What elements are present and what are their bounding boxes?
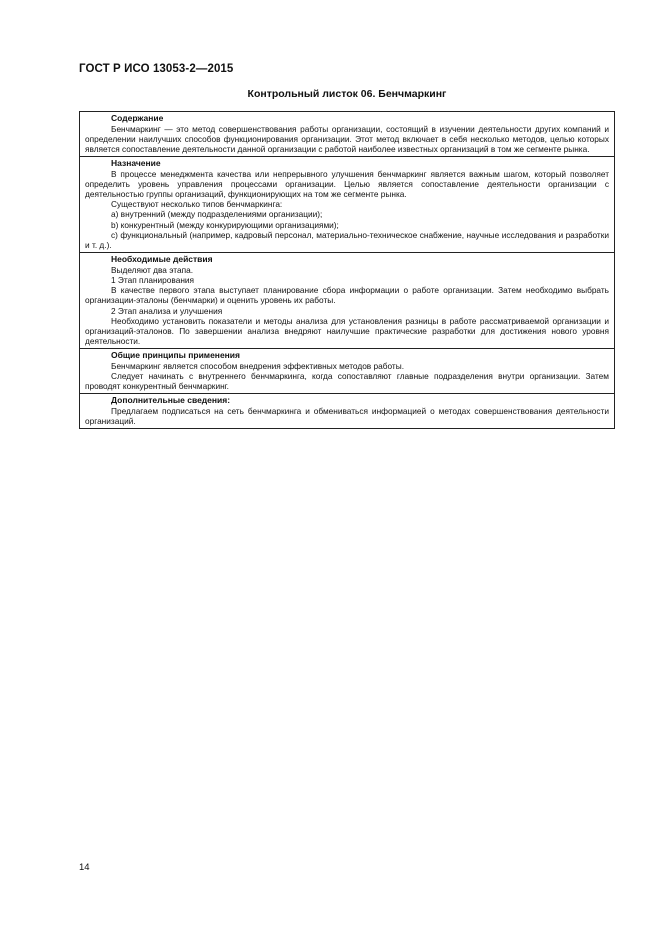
checklist-title: Контрольный листок 06. Бенчмаркинг (247, 88, 447, 100)
page-number: 14 (79, 862, 90, 873)
paragraph: Выделяют два этапа. (111, 264, 194, 275)
checklist-table (79, 111, 615, 429)
step-heading: 1 Этап планирования (111, 274, 195, 285)
paragraph: Существуют несколько типов бенчмаркинга: (111, 199, 283, 210)
section-title: Необходимые действия (111, 254, 213, 265)
section-required-actions (80, 252, 614, 348)
paragraph: Бенчмаркинг — это метод совершенствования работы организации, состоящий в изучении деятельности других компаний и определении наилучших способов функционирования организации. Этот метод включает в себя несколько методов, целью которых является сопоставление деятельности данной организации с работой наиболее известных организаций в том же сегменте рынка. (85, 123, 609, 154)
section-additional-info (80, 393, 614, 428)
list-item: a) внутренний (между подразделениями организации); (111, 209, 323, 220)
paragraph: Следует начинать с внутреннего бенчмаркинга, когда сопоставляют главные подразделения внутри организации. Затем проводят конкурентный бенчмаркинг. (85, 371, 609, 392)
paragraph: Бенчмаркинг является способом внедрения эффективных методов работы. (111, 360, 404, 371)
section-title: Дополнительные сведения: (111, 395, 231, 406)
list-item: c) функциональный (например, кадровый персонал, материально-техническое снабжение, научные исследования и разработки и т. д.). (85, 229, 609, 251)
paragraph: Предлагаем подписаться на сеть бенчмаркинга и обмениваться информацией о методах совершенствования деятельности организаций. (85, 405, 609, 427)
step-heading: 2 Этап анализа и улучшения (111, 305, 223, 316)
paragraph: В процессе менеджмента качества или непрерывного улучшения бенчмаркинг является важным шагом, который позволяет определить уровень управления процессами организации. Целью является сопоставление деятельности организации с деятельностью группы организаций, функционирующих на том же сегменте рынка. (85, 168, 609, 200)
list-item: b) конкурентный (между конкурирующими организациями); (111, 219, 339, 230)
section-title: Содержание (111, 113, 164, 123)
section-title: Общие принципы применения (111, 350, 240, 361)
section-purpose (80, 156, 614, 252)
paragraph: В качестве первого этапа выступает планирование сбора информации о работе организации. Затем необходимо выбрать организации-эталоны (бенчмарки) и оценить уровень их работы. (85, 285, 609, 306)
section-general-principles (80, 348, 614, 393)
document-code: ГОСТ Р ИСО 13053-2—2015 (79, 63, 234, 75)
section-content (80, 112, 614, 156)
paragraph: Необходимо установить показатели и методы анализа для установления разницы в работе рассматриваемой организации и организаций-эталонов. По завершении анализа внедряют наилучшие практические разработки для достижения нового уровня деятельности. (85, 315, 609, 347)
section-title: Назначение (111, 158, 161, 169)
